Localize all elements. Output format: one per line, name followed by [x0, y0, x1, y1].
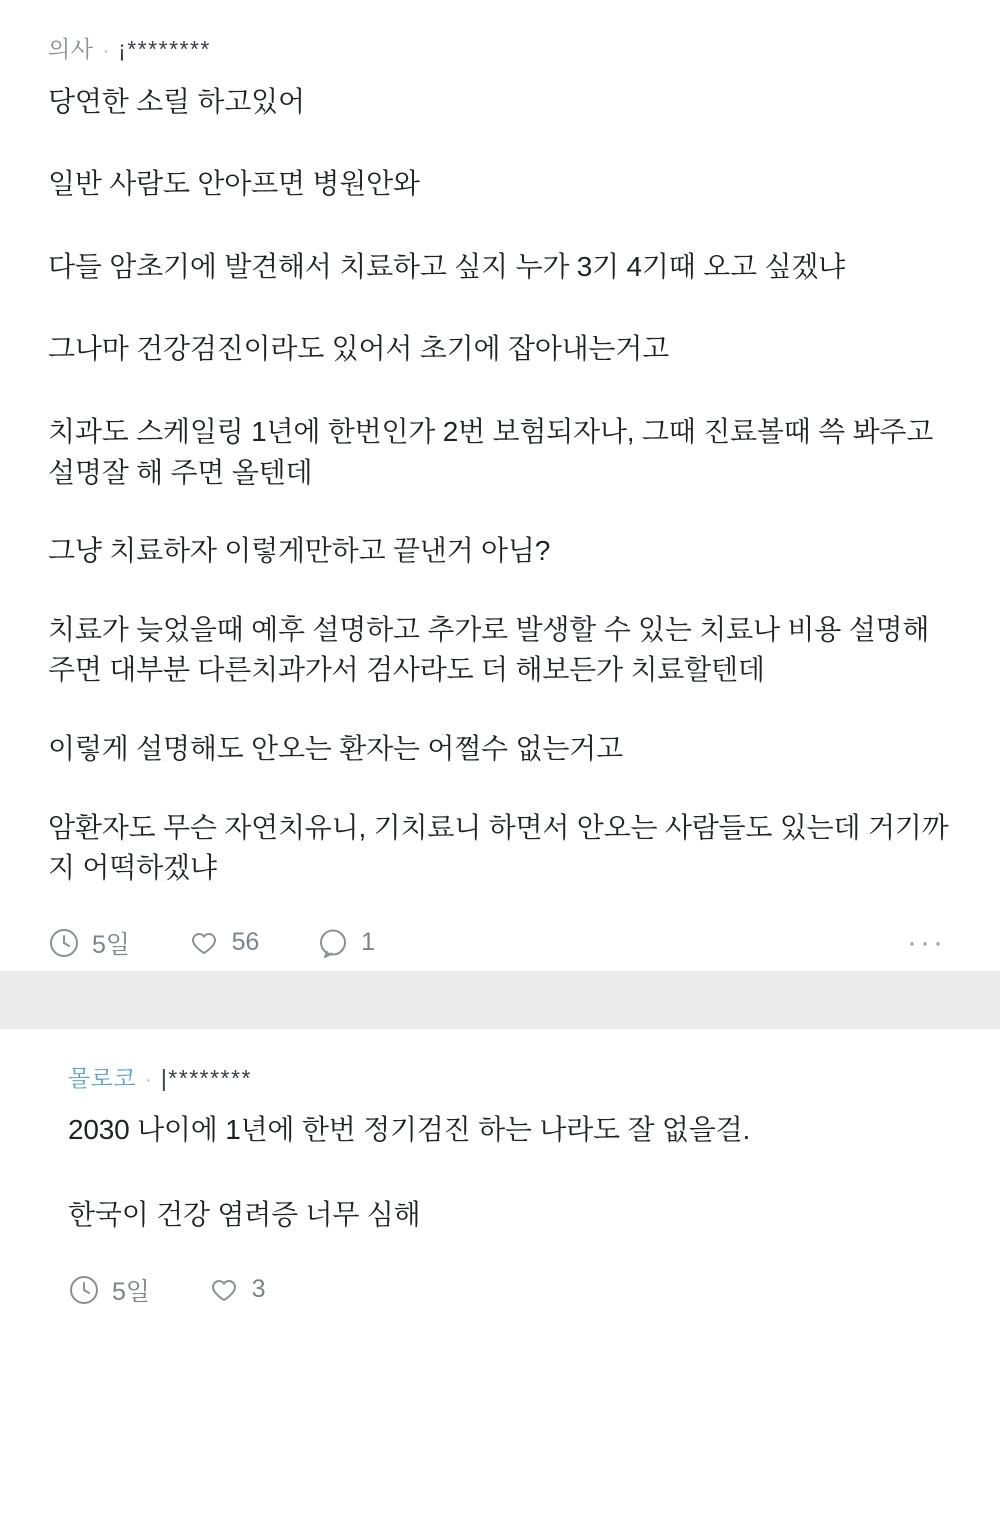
- comment-paragraph: 그나마 건강검진이라도 있어서 초기에 잡아내는거고: [48, 333, 669, 365]
- author-handle: ¡********: [118, 36, 211, 62]
- author-line[interactable]: [48, 36, 952, 64]
- like-count: 3: [251, 1275, 266, 1303]
- comment-count: 1: [361, 928, 375, 957]
- comment-paragraph: 다들 암초기에 발견해서 치료하고 싶지 누가 3기 4기때 오고 싶겠냐: [48, 250, 846, 282]
- clock-icon: [48, 927, 80, 959]
- comment-paragraph: 일반 사람도 안아프면 병원안와: [48, 168, 420, 200]
- timestamp-label: 5일: [112, 1277, 150, 1306]
- comment-paragraph: 그냥 치료하자 이렇게만하고 끝낸거 아님?: [48, 535, 551, 567]
- heart-icon[interactable]: [188, 927, 220, 959]
- author-separator: ·: [145, 1068, 152, 1091]
- clock-icon: [68, 1274, 100, 1306]
- comment-paragraph: 2030 나이에 1년에 한번 정기검진 하는 나라도 잘 없을걸.: [68, 1114, 751, 1146]
- comment-body: [48, 82, 952, 889]
- comment-icon[interactable]: [317, 927, 349, 959]
- author-line[interactable]: [68, 1065, 952, 1093]
- comment-meta-row: [48, 915, 952, 971]
- heart-icon[interactable]: [208, 1274, 240, 1306]
- comment-button[interactable]: [317, 927, 375, 959]
- section-divider: [0, 971, 1000, 1029]
- comment-paragraph: 당연한 소릴 하고있어: [48, 85, 305, 117]
- like-count: 56: [231, 928, 260, 957]
- author-name[interactable]: 의사: [48, 36, 94, 62]
- comment-paragraph: 치료가 늦었을때 예후 설명하고 추가로 발생할 수 있는 치료나 비용 설명해주면 대부분 다른치과가서 검사라도 더 해보든가 치료할텐데: [48, 613, 930, 686]
- comment-paragraph: 치과도 스케일링 1년에 한번인가 2번 보험되자나, 그때 진료볼때 쓱 봐주고 설명잘 해 주면 올텐데: [48, 415, 934, 488]
- timestamp-label: 5일: [92, 930, 130, 959]
- comment-paragraph: 암환자도 무슨 자연치유니, 기치료니 하면서 안오는 사람들도 있는데 거기까지 어떡하겠냐: [48, 811, 949, 884]
- comment-post-reply: [0, 1029, 1000, 1318]
- author-separator: ·: [102, 40, 110, 62]
- comment-body: [68, 1110, 952, 1235]
- comment-paragraph: 한국이 건강 염려증 너무 심해: [68, 1198, 421, 1230]
- like-button[interactable]: [188, 927, 259, 959]
- comment-paragraph: 이렇게 설명해도 안오는 환자는 어쩔수 없는거고: [48, 732, 623, 764]
- comment-meta-row: [68, 1262, 952, 1318]
- timestamp: [68, 1272, 150, 1308]
- timestamp: [48, 925, 130, 961]
- like-button[interactable]: [208, 1274, 266, 1306]
- more-options-icon[interactable]: ···: [907, 925, 946, 959]
- author-handle: |********: [160, 1064, 252, 1091]
- author-name[interactable]: 몰로코: [68, 1064, 137, 1091]
